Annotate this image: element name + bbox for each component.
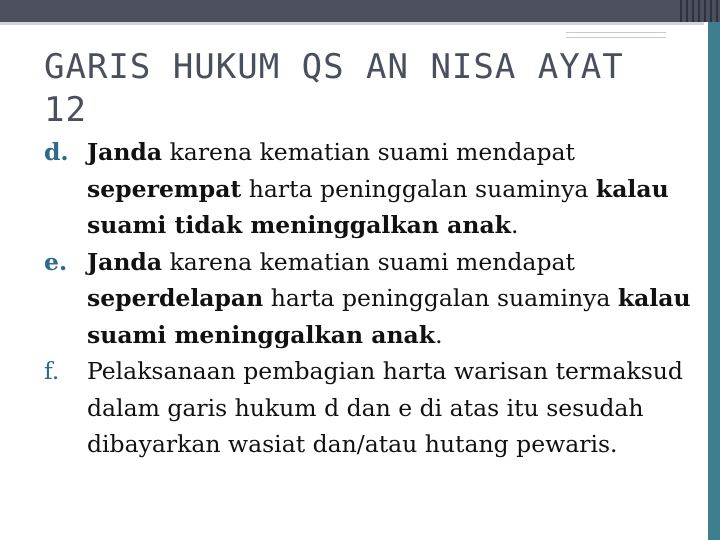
bold-term: seperdelapan [87,284,264,312]
text-run: harta peninggalan suaminya [263,284,618,312]
item-text: Pelaksanaan pembagian harta warisan termaksud dalam garis hukum d dan e di atas itu sesudah dibayarkan wasiat dan/atau hutang pewaris. [87,357,683,458]
side-bar [708,22,720,540]
corner-rule [566,32,666,38]
list-marker: d. [44,138,69,166]
bold-term: kalau suami meninggalkan anak [87,284,691,349]
list-item-f [44,353,694,463]
text-run: karena kematian suami mendapat [162,247,575,276]
list-item-d [44,134,694,244]
top-bar [0,0,720,22]
content-list [44,134,694,463]
text-run: karena kematian suami mendapat [162,138,575,166]
list-item-e [44,244,694,354]
list-marker: e. [44,247,68,276]
bold-term: Janda [87,138,163,166]
bold-term: kalau suami tidak meninggalkan anak [87,174,669,239]
text-run: . [510,211,519,239]
bold-term: Janda [87,247,163,276]
text-run: . [435,320,443,349]
slide-title: GARIS HUKUM QS AN NISA AYAT 12 [44,47,624,130]
bold-term: seperempat [87,174,242,203]
list-marker: f. [44,357,60,385]
accent-line [0,22,704,25]
text-run: harta peninggalan suaminya [241,174,596,203]
top-bar-pattern [680,0,720,22]
